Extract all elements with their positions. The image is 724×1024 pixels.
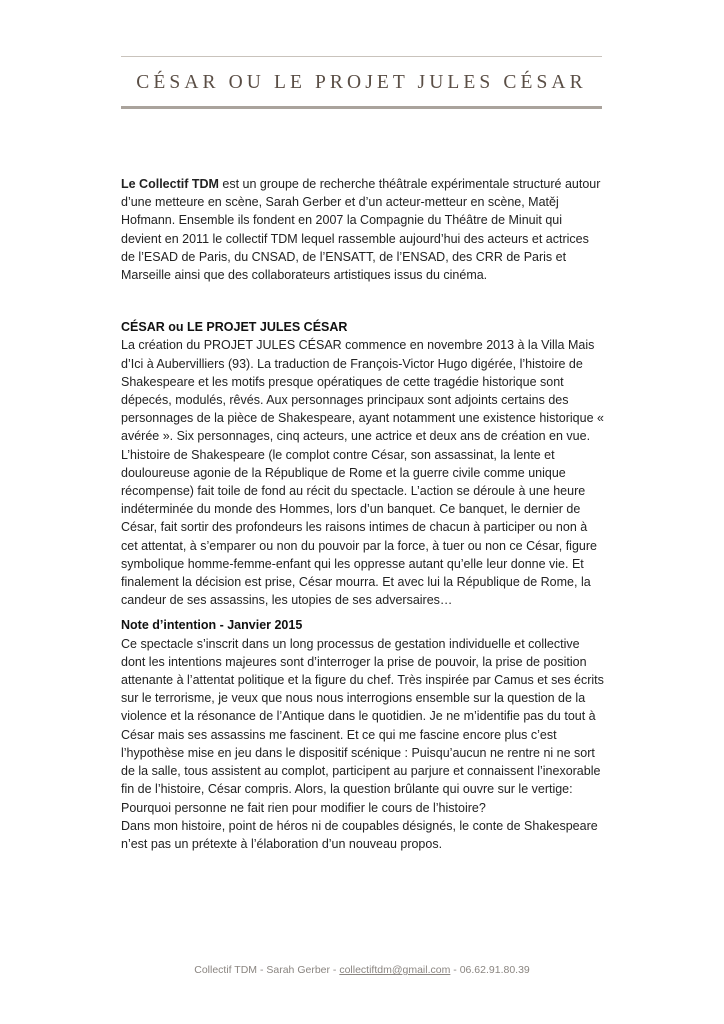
note-heading: Note d’intention - Janvier 2015 bbox=[121, 618, 303, 633]
collective-name: Le Collectif TDM bbox=[121, 177, 219, 191]
intro-paragraph bbox=[121, 175, 605, 284]
footer-phone: - 06.62.91.80.39 bbox=[450, 964, 530, 976]
footer-email-link[interactable]: collectiftdm@gmail.com bbox=[339, 964, 451, 976]
note-paragraph-2: Dans mon histoire, point de héros ni de coupables désignés, le conte de Shakespeare n’est pas un prétexte à l’élaboration d’un nouveau propos. bbox=[121, 818, 598, 851]
document-body bbox=[121, 175, 605, 853]
header-bottom-rule bbox=[121, 106, 602, 109]
intro-text: est un groupe de recherche théâtrale expérimentale structuré autour d’une metteure en scène, Sarah Gerber et d’un acteur-metteur en scène, Matěj Hofmann. Ensemble ils fondent en 2007 la Compagnie du Théâtre de Minuit qui devient en 2011 le collectif TDM lequel rassemble aujourd’hui des acteurs et actrices de l’ESAD de Paris, du CNSAD, de l’ENSATT, de l’ENSAD, des CRR de Paris et Marseille ainsi que des collaborateurs artistiques issus du cinéma. bbox=[121, 177, 601, 283]
footer-contact bbox=[0, 964, 724, 976]
footer-prefix: Collectif TDM - Sarah Gerber - bbox=[194, 964, 340, 976]
header-top-rule bbox=[121, 56, 602, 57]
note-paragraph: Ce spectacle s’inscrit dans un long processus de gestation individuelle et collective dont les intentions majeures sont d’interroger la prise de pouvoir, la prise de position attenante à l’attentat politique et la figure du chef. Très inspirée par Camus et ses écrits sur le terrorisme, je veux que nous nous interrogions ensemble sur la question de la violence et la résonance de l’Antique dans le quotidien. Je ne m’identifie pas du tout à César mais ses assassins me fascinent. Et ce qui me fascine encore plus c’est l’hypothèse mise en jeu dans le dispositif scénique : Puisqu’aucun ne rentre ni ne sort de la salle, tous assistent au complot, participent au parjure et connaissent l’inexorable fin de l’histoire, César compris. Alors, la question brûlante qui ouvre sur le vertige: Pourquoi personne ne fait rien pour modifier le cours de l’histoire? bbox=[121, 636, 604, 815]
project-paragraph: La création du PROJET JULES CÉSAR commence en novembre 2013 à la Villa Mais d’Ici à Aubervilliers (93). La traduction de François-Victor Hugo digérée, l’histoire de Shakespeare et les motifs presque opératiques de cette tragédie historique sont dépecés, modulés, rêvés. Aux personnages principaux sont adjoints certains des personnages de la pièce de Shakespeare, ayant notamment une existence historique « avérée ». Six personnages, cinq acteurs, une actrice et deux ans de création en vue. L’histoire de Shakespeare (le complot contre César, son assassinat, la lente et douloureuse agonie de la République de Rome et la guerre civile comme unique récompense) fait toile de fond au récit du spectacle. L’action se déroule à une heure indéterminée du monde des Hommes, lors d’un banquet. Ce banquet, le dernier de César, fait sortir des profondeurs les raisons intimes de chacun à participer ou non à cet attentat, à s’emparer ou non du pouvoir par la force, à tuer ou non ce César, figure symbolique homme-femme-enfant qui les oppresse autant qu’elle leur donne vie. Et finalement la décision est prise, César mourra. Et avec lui la République de Rome, la candeur de ses assassins, les utopies de ses adversaires… bbox=[121, 338, 604, 608]
project-heading: CÉSAR ou LE PROJET JULES CÉSAR bbox=[121, 320, 348, 335]
page-title: CÉSAR OU LE PROJET JULES CÉSAR bbox=[136, 72, 587, 93]
